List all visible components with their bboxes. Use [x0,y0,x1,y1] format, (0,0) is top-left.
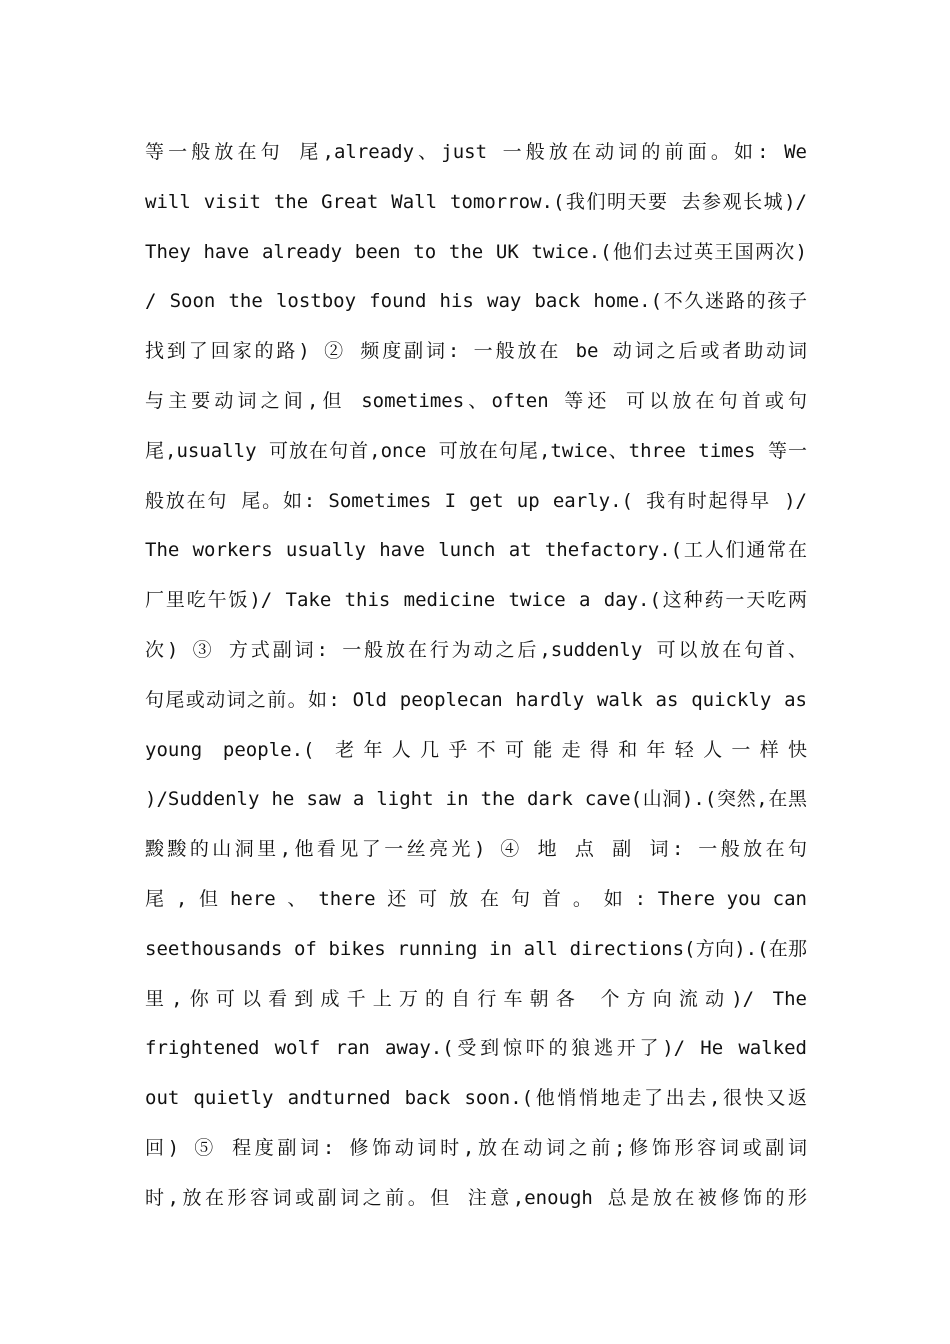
text-line: 次) ③ 方式副词: 一般放在行为动之后,suddenly 可以放在句首、 [145,638,807,661]
text-line: frightened wolf ran away.(受到惊吓的狼逃开了)/ He walked [145,1037,807,1060]
text-line: 时,放在形容词或副词之前。但 注意,enough 总是放在被修饰的形 [145,1186,807,1209]
text-line: )/Suddenly he saw a light in the dark cave(山洞).(突然,在黑 [145,788,807,811]
text-line: 与主要动词之间,但 sometimes、often 等还 可以放在句首或句 [145,389,807,412]
text-line: 句尾或动词之前。如: Old peoplecan hardly walk as quickly as [145,688,807,711]
text-line: 黢黢的山洞里,他看见了一丝亮光) ④ 地 点 副 词: 一般放在句 [145,838,807,861]
text-line: 般放在句 尾。如: Sometimes I get up early.( 我有时起得早 )/ [145,489,807,512]
text-line: seethousands of bikes running in all directions(方向).(在那 [145,937,807,960]
text-line: They have already been to the UK twice.(他们去过英王国两次) [145,240,807,263]
text-line: 找到了回家的路) ② 频度副词: 一般放在 be 动词之后或者助动词 [145,340,807,363]
text-line: 等一般放在句 尾,already、just 一般放在动词的前面。如: We [145,141,807,163]
text-line: 厂里吃午饭)/ Take this medicine twice a day.(这种药一天吃两 [145,589,807,612]
text-line: 尾,usually 可放在句首,once 可放在句尾,twice、three times 等一 [145,439,807,462]
body-text [145,132,807,1228]
text-line: 回) ⑤ 程度副词: 修饰动词时,放在动词之前;修饰形容词或副词 [145,1136,807,1159]
text-line: The workers usually have lunch at thefactory.(工人们通常在 [145,539,807,562]
text-line: out quietly andturned back soon.(他悄悄地走了出去,很快又返 [145,1087,807,1110]
text-line: will visit the Great Wall tomorrow.(我们明天要 去参观长城)/ [145,190,807,213]
text-line: young people.( 老年人几乎不可能走得和年轻人一样快 [145,738,807,761]
text-line: / Soon the lostboy found his way back home.(不久迷路的孩子 [145,290,807,313]
text-line: 里,你可以看到成千上万的自行车朝各 个方向流动)/ The [145,987,807,1010]
text-line: 尾 , 但 here 、 there 还 可 放 在 句 首 。 如 : There you can [145,887,807,910]
